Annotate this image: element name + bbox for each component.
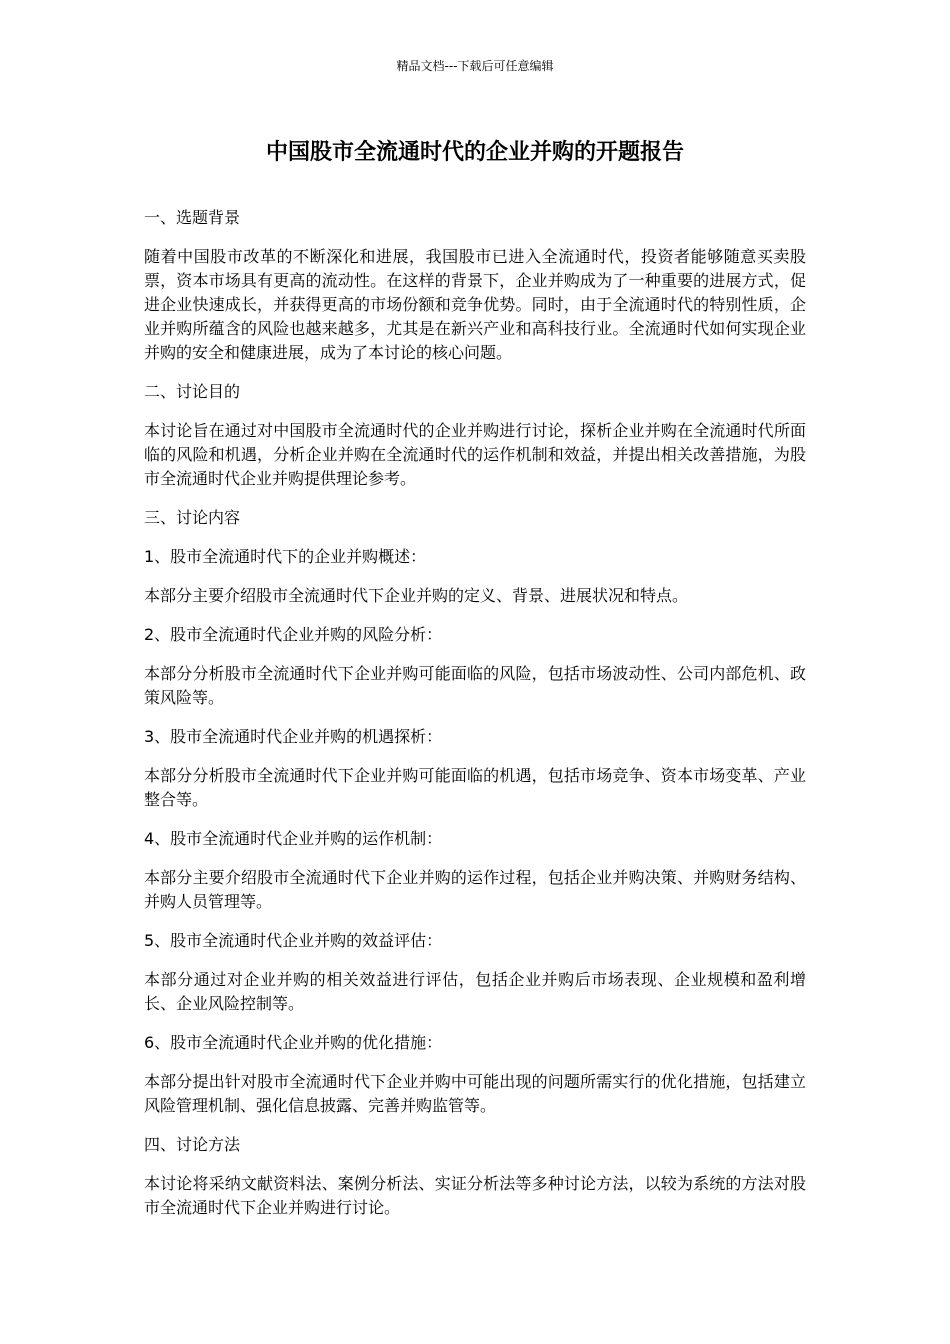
section-heading-content: 三、讨论内容 — [144, 508, 241, 527]
paragraph-mechanism: 本部分主要介绍股市全流通时代下企业并购的运作过程，包括企业并购决策、并购财务结构、并购人员管理等。 — [144, 868, 806, 911]
subheading-mechanism: 4、股市全流通时代企业并购的运作机制： — [144, 829, 443, 848]
subheading-risk: 2、股市全流通时代企业并购的风险分析： — [144, 625, 443, 644]
document-body — [144, 206, 806, 1220]
paragraph-opportunity: 本部分分析股市全流通时代下企业并购可能面临的机遇，包括市场竞争、资本市场变革、产业整合等。 — [144, 766, 806, 809]
subheading-overview: 1、股市全流通时代下的企业并购概述： — [144, 547, 427, 566]
paragraph-overview: 本部分主要介绍股市全流通时代下企业并购的定义、背景、进展状况和特点。 — [144, 586, 689, 605]
subheading-optimization: 6、股市全流通时代企业并购的优化措施： — [144, 1033, 443, 1052]
paragraph-optimization: 本部分提出针对股市全流通时代下企业并购中可能出现的问题所需实行的优化措施，包括建立风险管理机制、强化信息披露、完善并购监管等。 — [144, 1072, 806, 1115]
paragraph-benefit: 本部分通过对企业并购的相关效益进行评估，包括企业并购后市场表现、企业规模和盈利增长、企业风险控制等。 — [144, 970, 806, 1013]
section-heading-background: 一、选题背景 — [144, 208, 241, 227]
paragraph-risk: 本部分分析股市全流通时代下企业并购可能面临的风险，包括市场波动性、公司内部危机、政策风险等。 — [144, 664, 806, 707]
section-heading-purpose: 二、讨论目的 — [144, 382, 241, 401]
paragraph-purpose: 本讨论旨在通过对中国股市全流通时代的企业并购进行讨论，探析企业并购在全流通时代所面临的风险和机遇，分析企业并购在全流通时代的运作机制和效益，并提出相关改善措施，为股市全流通时代企业并购提供理论参考。 — [144, 421, 806, 488]
paragraph-background: 随着中国股市改革的不断深化和进展，我国股市已进入全流通时代，投资者能够随意买卖股票，资本市场具有更高的流动性。在这样的背景下，企业并购成为了一种重要的进展方式，促进企业快速成长，并获得更高的市场份额和竞争优势。同时，由于全流通时代的特别性质，企业并购所蕴含的风险也越来越多，尤其是在新兴产业和高科技行业。全流通时代如何实现企业并购的安全和健康进展，成为了本讨论的核心问题。 — [144, 247, 806, 362]
page-title: 中国股市全流通时代的企业并购的开题报告 — [265, 140, 684, 165]
paragraph-method: 本讨论将采纳文献资料法、案例分析法、实证分析法等多种讨论方法，以较为系统的方法对股市全流通时代下企业并购进行讨论。 — [144, 1174, 806, 1217]
subheading-opportunity: 3、股市全流通时代企业并购的机遇探析： — [144, 727, 443, 746]
subheading-benefit: 5、股市全流通时代企业并购的效益评估： — [144, 931, 443, 950]
page-header: 精品文档---下载后可任意编辑 — [396, 59, 554, 73]
section-heading-method: 四、讨论方法 — [144, 1135, 241, 1154]
